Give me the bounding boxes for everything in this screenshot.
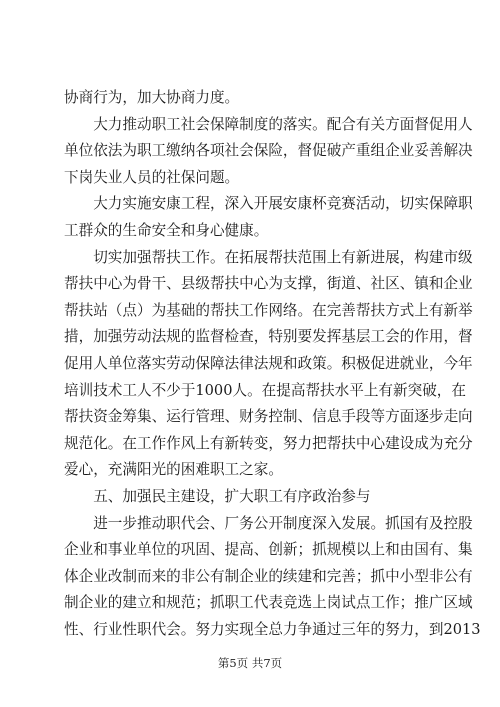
text-line: 帮扶站（点）为基础的帮扶工作网络。在完善帮扶方式上有新举: [64, 301, 473, 319]
text-line: 体企业改制而来的非公有制企业的续建和完善；抓中小型非公有: [64, 567, 473, 585]
text-line: 单位依法为职工缴纳各项社会保险，督促破产重组企业妥善解决: [64, 142, 473, 160]
text-line: 协商行为，加大协商力度。: [64, 89, 240, 106]
text-line: 帮扶资金筹集、运行管理、财务控制、信息手段等方面逐步走向: [64, 408, 473, 426]
text-line: 帮扶中心为骨干、县级帮扶中心为支撑，街道、社区、镇和企业: [64, 275, 473, 293]
text-line: 下岗失业人员的社保问题。: [64, 168, 240, 186]
text-line: 切实加强帮扶工作。在拓展帮扶范围上有新进展，构建市级: [64, 248, 473, 266]
text-line: 企业和事业单位的巩固、提高、创新；抓规模以上和由国有、集: [64, 541, 473, 559]
text-line: 工群众的生命安全和身心健康。: [64, 221, 269, 239]
text-line: 培训技术工人不少于1000人。在提高帮扶水平上有新突破，在: [64, 381, 466, 399]
text-line: 促用人单位落实劳动保障法律法规和政策。积极促进就业，今年: [64, 354, 473, 372]
text-line: 规范化。在工作作风上有新转变，努力把帮扶中心建设成为充分: [64, 434, 473, 452]
text-line: 进一步推动职代会、厂务公开制度深入发展。抓国有及控股: [64, 514, 473, 532]
text-line: 爱心，充满阳光的困难职工之家。: [64, 461, 283, 479]
text-line: 五、加强民主建设，扩大职工有序政治参与: [64, 487, 371, 505]
text-line: 大力推动职工社会保障制度的落实。配合有关方面督促用人: [64, 115, 473, 133]
text-line: 制企业的建立和规范；抓职工代表竞选上岗试点工作；推广区域: [64, 594, 473, 612]
text-line: 大力实施安康工程，深入开展安康杯竞赛活动，切实保障职: [64, 195, 473, 213]
page-footer: 第5页 共7页: [217, 656, 283, 670]
text-line: 措，加强劳动法规的监督检查，特别要发挥基层工会的作用，督: [64, 328, 473, 346]
text-line: 性、行业性职代会。努力实现全总力争通过三年的努力，到2013: [64, 620, 481, 638]
document-body: [64, 85, 481, 643]
